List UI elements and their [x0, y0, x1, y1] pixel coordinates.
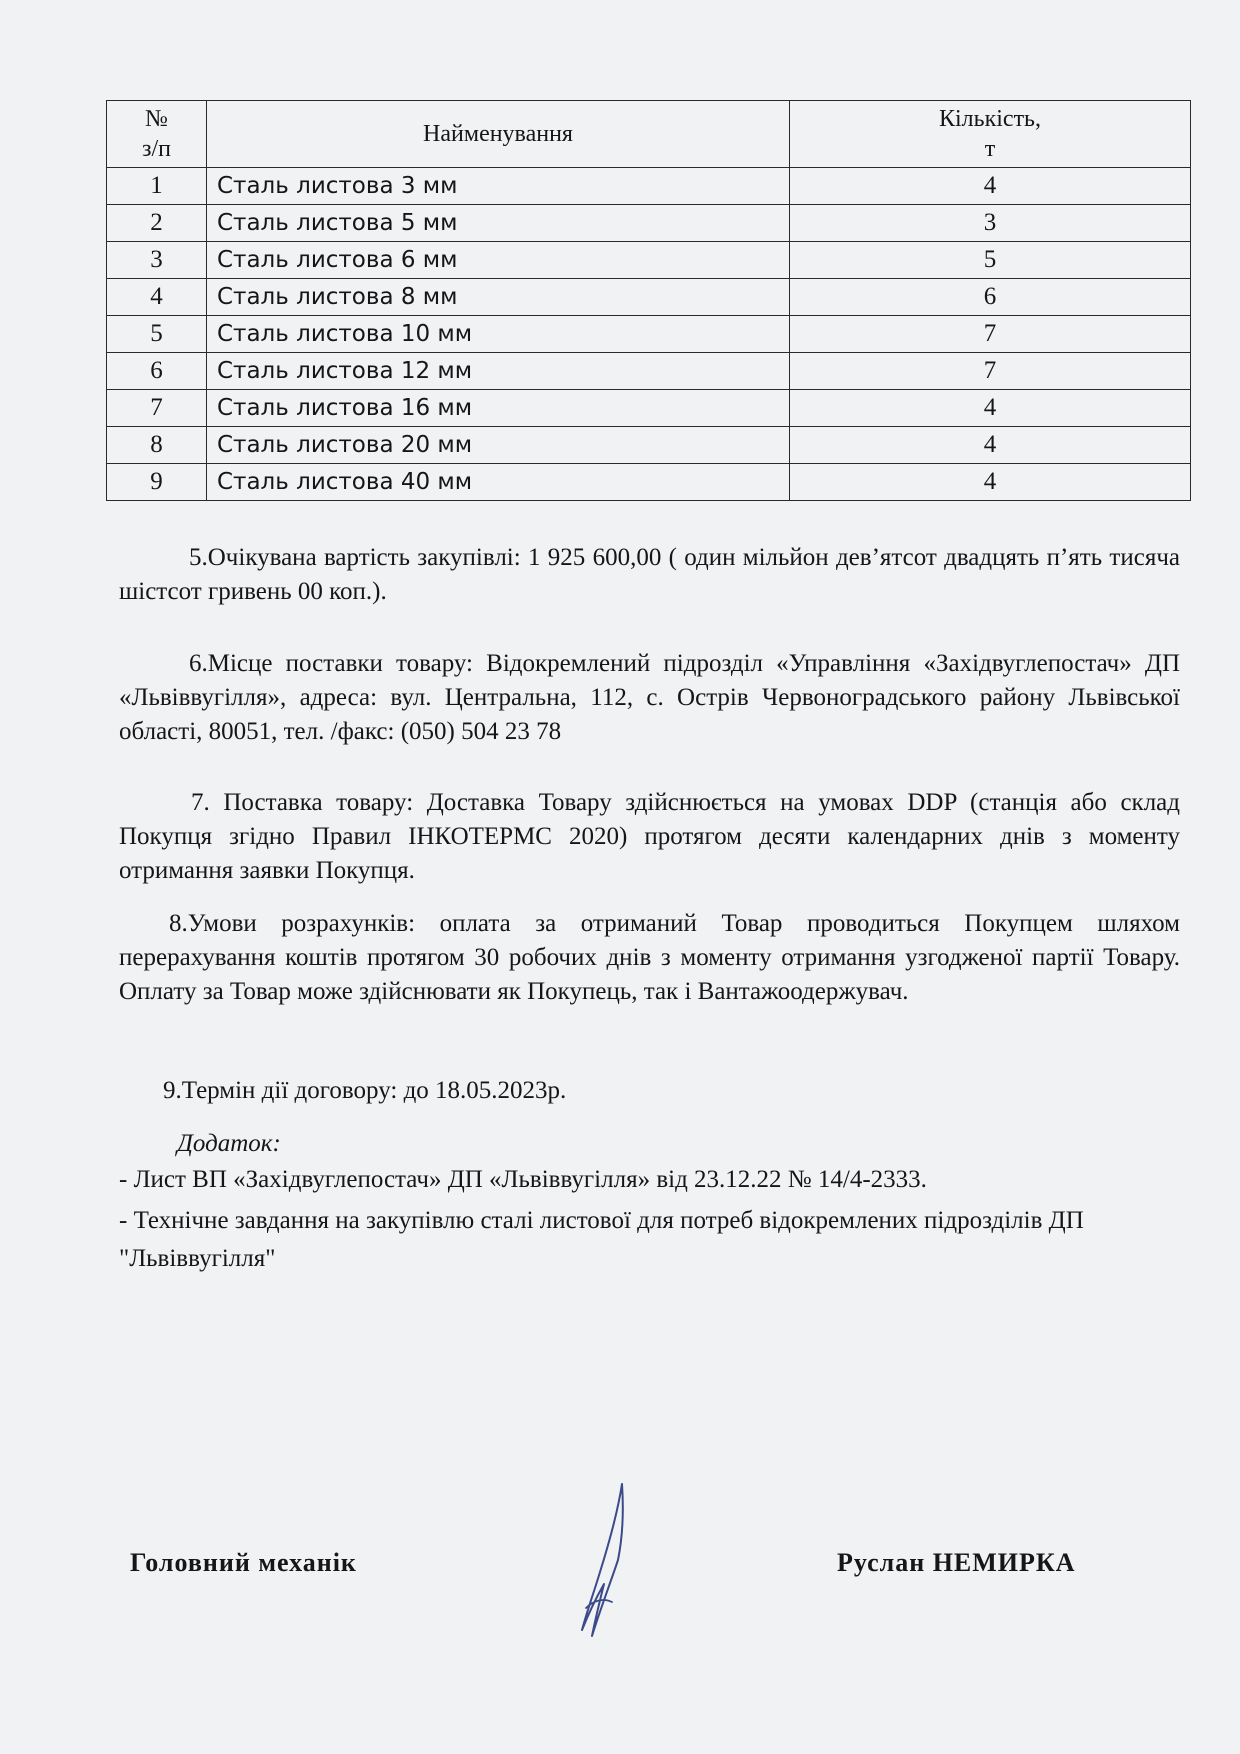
row-number: 9	[107, 464, 207, 501]
row-quantity: 4	[790, 390, 1191, 427]
table-row	[107, 279, 1191, 316]
header-quantity-line2: т	[984, 136, 996, 162]
table-row	[107, 316, 1191, 353]
row-name: Сталь листова 20 мм	[207, 427, 790, 464]
row-quantity: 4	[790, 168, 1191, 205]
table-row	[107, 427, 1191, 464]
table-body	[107, 168, 1191, 501]
row-quantity: 3	[790, 205, 1191, 242]
table-row	[107, 353, 1191, 390]
header-number-line2: з/п	[142, 136, 171, 162]
row-name: Сталь листова 6 мм	[207, 242, 790, 279]
specification-table	[106, 100, 1191, 501]
row-name: Сталь листова 40 мм	[207, 464, 790, 501]
header-number-line1: №	[145, 106, 168, 132]
handwritten-signature	[560, 1480, 670, 1640]
table-header-row	[107, 101, 1191, 168]
row-number: 7	[107, 390, 207, 427]
paragraph-contract-term: 9.Термін дії договору: до 18.05.2023р.	[163, 1077, 567, 1104]
row-quantity: 5	[790, 242, 1191, 279]
row-quantity: 7	[790, 353, 1191, 390]
row-name: Сталь листова 5 мм	[207, 205, 790, 242]
paragraph-payment-terms: 8.Умови розрахунків: оплата за отриманий Товар проводиться Покупцем шляхом перерахування коштів протягом 30 робочих днів з моменту отримання узгодженої партії Товару. Оплату за Товар може здійснювати як Покупець, так і Вантажоодержувач.	[119, 910, 1180, 1005]
row-quantity: 4	[790, 464, 1191, 501]
appendix-item: - Лист ВП «Західвуглепостач» ДП «Львіввугілля» від 23.12.22 № 14/4-2333.	[119, 1166, 927, 1193]
row-number: 8	[107, 427, 207, 464]
row-quantity: 6	[790, 279, 1191, 316]
row-name: Сталь листова 3 мм	[207, 168, 790, 205]
row-number: 1	[107, 168, 207, 205]
row-name: Сталь листова 16 мм	[207, 390, 790, 427]
header-quantity-line1: Кількість,	[938, 106, 1041, 132]
table-row	[107, 242, 1191, 279]
signatory-title: Головний механік	[130, 1548, 357, 1577]
appendix-item: - Технічне завдання на закупівлю сталі листової для потреб відокремлених підрозділів ДП "Львіввугілля"	[119, 1207, 1084, 1272]
header-name: Найменування	[207, 101, 790, 168]
row-number: 6	[107, 353, 207, 390]
paragraph-expected-cost: 5.Очікувана вартість закупівлі: 1 925 600,00 ( один мільйон дев’ятсот двадцять п’ять тисяча шістсот гривень 00 коп.).	[119, 544, 1180, 605]
signatory-name: Руслан НЕМИРКА	[837, 1548, 1076, 1577]
row-quantity: 4	[790, 427, 1191, 464]
row-quantity: 7	[790, 316, 1191, 353]
table-row	[107, 205, 1191, 242]
row-name: Сталь листова 10 мм	[207, 316, 790, 353]
row-name: Сталь листова 12 мм	[207, 353, 790, 390]
row-number: 5	[107, 316, 207, 353]
header-number	[107, 101, 207, 168]
table-row	[107, 168, 1191, 205]
header-quantity	[790, 101, 1191, 168]
row-number: 3	[107, 242, 207, 279]
appendix-title: Додаток:	[177, 1130, 281, 1157]
row-number: 2	[107, 205, 207, 242]
row-name: Сталь листова 8 мм	[207, 279, 790, 316]
table-row	[107, 390, 1191, 427]
row-number: 4	[107, 279, 207, 316]
paragraph-delivery-terms: 7. Поставка товару: Доставка Товару здійснюється на умовах DDP (станція або склад Покупця згідно Правил ІНКОТЕРМС 2020) протягом десяти календарних днів з моменту отримання заявки Покупця.	[119, 789, 1180, 884]
paragraph-delivery-place: 6.Місце поставки товару: Відокремлений підрозділ «Управління «Західвуглепостач» ДП «Львіввугілля», адреса: вул. Центральна, 112, с. Острів Червоноградського району Львівської області, 80051, тел. /факс: (050) 504 23 78	[119, 650, 1180, 745]
table-row	[107, 464, 1191, 501]
